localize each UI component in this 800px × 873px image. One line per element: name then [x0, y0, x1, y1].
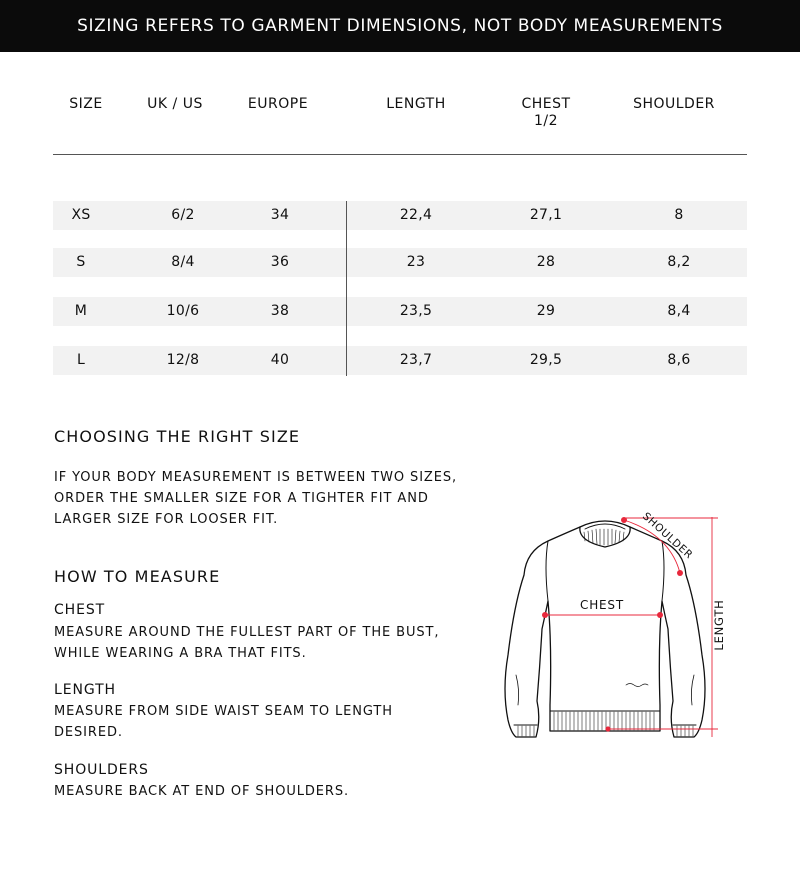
- cell-length: 22,4: [399, 207, 433, 223]
- cell-chest: 29,5: [529, 352, 563, 368]
- header-size: SIZE: [69, 96, 103, 112]
- choosing-line-2: ORDER THE SMALLER SIZE FOR A TIGHTER FIT AND: [54, 491, 429, 506]
- diagram-chest-label: CHEST: [580, 598, 624, 612]
- cell-uk-us: 10/6: [166, 303, 200, 319]
- cell-uk-us: 6/2: [171, 207, 195, 223]
- cell-europe: 36: [270, 254, 290, 270]
- table-row: [53, 201, 747, 230]
- header-europe: EUROPE: [247, 96, 309, 112]
- cell-chest: 29: [536, 303, 556, 319]
- cell-uk-us: 8/4: [171, 254, 195, 270]
- cell-shoulder: 8,6: [667, 352, 691, 368]
- header-shoulder: SHOULDER: [633, 96, 715, 112]
- cell-size: M: [74, 303, 88, 319]
- cell-chest: 27,1: [529, 207, 563, 223]
- cell-europe: 38: [270, 303, 290, 319]
- choosing-title: CHOOSING THE RIGHT SIZE: [54, 427, 301, 446]
- top-banner: [0, 0, 800, 52]
- diagram-shoulder-label: SHOULDER: [639, 510, 695, 562]
- header-chest-line1: CHEST: [521, 96, 571, 112]
- cell-uk-us: 12/8: [166, 352, 200, 368]
- table-row: [53, 297, 747, 326]
- sweater-body-outline: [505, 527, 705, 737]
- cell-europe: 34: [270, 207, 290, 223]
- cell-size: XS: [71, 207, 91, 223]
- cell-length: 23,5: [399, 303, 433, 319]
- shoulders-line-1: MEASURE BACK AT END OF SHOULDERS.: [54, 784, 350, 799]
- table-column-divider: [346, 201, 347, 376]
- length-label: LENGTH: [54, 682, 116, 698]
- header-chest-line2: 1/2: [533, 113, 559, 129]
- chest-line-2: WHILE WEARING A BRA THAT FITS.: [54, 646, 307, 661]
- cell-size: S: [76, 254, 86, 270]
- table-row: [53, 248, 747, 277]
- chest-label: CHEST: [54, 602, 106, 618]
- cell-size: L: [76, 352, 86, 368]
- cell-shoulder: 8,2: [667, 254, 691, 270]
- header-divider: [53, 154, 747, 155]
- header-uk-us: UK / US: [147, 96, 203, 112]
- cell-chest: 28: [536, 254, 556, 270]
- chest-line-1: MEASURE AROUND THE FULLEST PART OF THE BUST,: [54, 625, 440, 640]
- cell-shoulder: 8,4: [667, 303, 691, 319]
- choosing-line-3: LARGER SIZE FOR LOOSER FIT.: [54, 512, 279, 527]
- cell-shoulder: 8: [674, 207, 684, 223]
- banner-text: SIZING REFERS TO GARMENT DIMENSIONS, NOT BODY MEASUREMENTS: [77, 16, 723, 36]
- cell-length: 23,7: [399, 352, 433, 368]
- sweater-collar: [580, 521, 630, 547]
- table-row: [53, 346, 747, 375]
- length-line-2: DESIRED.: [54, 725, 123, 740]
- diagram-length-label: LENGTH: [712, 599, 726, 651]
- header-length: LENGTH: [386, 96, 446, 112]
- cell-europe: 40: [270, 352, 290, 368]
- sweater-diagram: [490, 505, 750, 755]
- length-line-1: MEASURE FROM SIDE WAIST SEAM TO LENGTH: [54, 704, 393, 719]
- choosing-line-1: IF YOUR BODY MEASUREMENT IS BETWEEN TWO SIZES,: [54, 470, 458, 485]
- header-chest: [508, 96, 584, 130]
- how-title: HOW TO MEASURE: [54, 567, 221, 586]
- shoulders-label: SHOULDERS: [54, 762, 149, 778]
- cell-length: 23: [406, 254, 426, 270]
